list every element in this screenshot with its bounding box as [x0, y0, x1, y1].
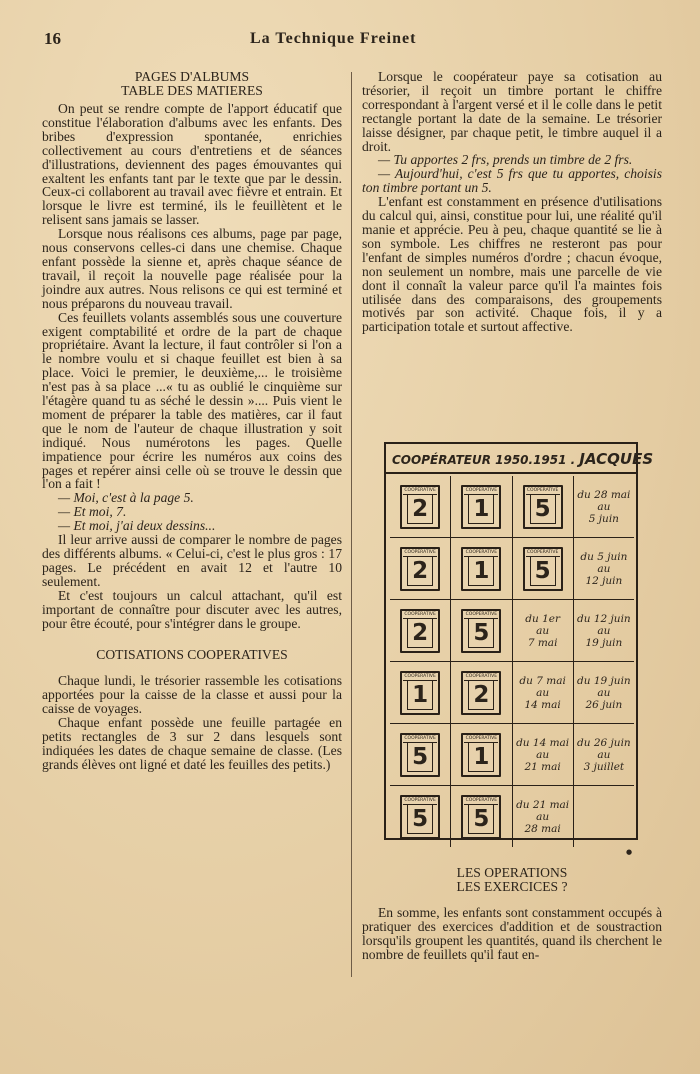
card-cell: [513, 600, 574, 661]
date-line: au: [597, 500, 611, 513]
date-line: 7 mai: [527, 636, 558, 649]
date-line: 12 juin: [585, 574, 623, 587]
title-line: LES OPERATIONS: [456, 865, 568, 880]
card-row: [390, 724, 634, 786]
stamp: [461, 671, 501, 715]
stamp: [400, 547, 440, 591]
stamp-value: 2: [407, 618, 433, 648]
card-cell: [513, 786, 574, 847]
date-line: du 21 mai: [516, 798, 570, 811]
title-line: LES EXERCICES ?: [456, 879, 568, 894]
week-date: [574, 737, 634, 773]
stamp: [461, 795, 501, 839]
paragraph: L'enfant est constamment en présence d'utilisations du calcul qui, ainsi, constitue pour lui, une réalité qu'il manie et apprécie. Peu à peu, chaque quantité se lie à son symbole. Les chiffres ne resteront pas pour l'enfant de simples numéros d'ordre ; chacun évoque, non seulement un nombre, mais une parcelle de vie dont il connaît la valeur parce qu'il l'a maintes fois utilisée dans des comparaisons, des groupements motivés par son activité. Chaque fois, il y a participation totale et surtout affective.: [362, 194, 662, 335]
stamp-value: 1: [468, 494, 494, 524]
card-cell: [451, 724, 512, 785]
card-cell: [390, 786, 451, 847]
card-row: [390, 600, 634, 662]
stamp-value: 5: [468, 804, 494, 834]
stamp-header: COOPERATIVE: [526, 549, 559, 555]
stamp-value: 5: [530, 494, 556, 524]
stamp: [400, 733, 440, 777]
stamp-value: 1: [468, 742, 494, 772]
week-date: [513, 675, 573, 711]
card-cell: [451, 600, 512, 661]
date-line: du 28 mai: [577, 488, 631, 501]
card-row: [390, 538, 634, 600]
stamp-value: 2: [468, 680, 494, 710]
stamp-value: 5: [468, 618, 494, 648]
stamp: [523, 547, 563, 591]
stamp-header: COOPERATIVE: [404, 673, 436, 679]
date-line: au: [536, 810, 550, 823]
week-date: [513, 799, 573, 835]
paragraph: Et c'est toujours un calcul attachant, qu'il est important de connaître pour discuter avec les autres, pour être écouté, pour s'intégrer dans le groupe.: [42, 587, 342, 631]
dialog-line: — Tu apportes 2 frs, prends un timbre de 2 frs.: [378, 152, 633, 168]
date-line: du 7 mai: [519, 674, 566, 687]
title-line: PAGES D'ALBUMS: [134, 69, 250, 84]
stamp-header: COOPERATIVE: [465, 735, 498, 741]
stamp-header: COOPERATIVE: [404, 487, 436, 493]
paragraph: Lorsque nous réalisons ces albums, page par page, nous conservons celles-ci dans une chemise. Chaque enfant possède la sienne et, après chaque séance de travail, il reçoit la nouvelle page réalisée pour la joindre aux autres. Nous relisons ce qui est terminé et nous préparons du nouveau travail.: [42, 226, 342, 311]
card-cell: [513, 662, 574, 723]
stamp: [461, 733, 501, 777]
dialog-line: — Et moi, j'ai deux dessins...: [58, 518, 216, 534]
stamp: [400, 671, 440, 715]
date-line: du 5 juin: [580, 550, 628, 563]
date-line: au: [536, 748, 550, 761]
stamp-value: 2: [407, 494, 433, 524]
stamp: [461, 485, 501, 529]
card-cell: [513, 538, 574, 599]
dialog-line: — Aujourd'hui, c'est 5 frs que tu apportes, choisis ton timbre portant un 5.: [362, 166, 662, 196]
section-title-albums: [42, 70, 342, 98]
stamp-value: 5: [407, 742, 433, 772]
card-cell: [451, 662, 512, 723]
date-line: 26 juin: [585, 698, 623, 711]
stamp-header: COOPERATIVE: [465, 549, 498, 555]
cooperative-card-figure: [384, 442, 654, 840]
right-column-bottom: [362, 866, 662, 962]
date-line: au: [536, 686, 550, 699]
date-line: au: [597, 686, 611, 699]
dot-mark: ●: [626, 848, 633, 856]
card-row: [390, 476, 634, 538]
date-line: au: [597, 748, 611, 761]
card-cell: [390, 724, 451, 785]
week-date: [574, 613, 634, 649]
date-line: du 19 juin: [577, 674, 631, 687]
card-cell: [574, 724, 634, 785]
date-line: du 26 juin: [577, 736, 631, 749]
stamp-header: COOPERATIVE: [465, 487, 498, 493]
stamp: [461, 609, 501, 653]
date-line: au: [597, 562, 611, 575]
date-line: 28 mai: [524, 822, 561, 835]
date-line: du 14 mai: [516, 736, 570, 749]
stamp-header: COOPERATIVE: [465, 611, 498, 617]
date-line: 3 juillet: [583, 760, 625, 773]
page-number: 16: [44, 29, 61, 48]
week-date: [513, 737, 573, 773]
paragraph: Il leur arrive aussi de comparer le nombre de pages des différents albums. « Celui-ci, c'est le plus gros : 17 pages. Le précédent en avait 12 et l'autre 10 seulement.: [42, 532, 342, 589]
section-title-operations: [362, 866, 662, 894]
paragraph: En somme, les enfants sont constamment occupés à pratiquer des exercices d'addition et de soustraction lorsqu'ils groupent les quantités, quand ils cherchent le nombre de feuillets qu'il faut en-: [362, 905, 662, 962]
card-grid: [390, 476, 634, 847]
card-title: [386, 444, 654, 474]
card-cell: [390, 600, 451, 661]
title-line: TABLE DES MATIERES: [121, 83, 263, 98]
section-title-cotisations: COTISATIONS COOPERATIVES: [96, 647, 288, 663]
card-cell: [390, 538, 451, 599]
week-date: [574, 489, 634, 525]
stamp-header: COOPERATIVE: [465, 797, 498, 803]
card-owner-name: JACQUES: [579, 450, 654, 468]
date-line: 5 juin: [588, 512, 619, 525]
stamp-header: COOPERATIVE: [465, 673, 498, 679]
stamp-value: 1: [407, 680, 433, 710]
dialog-line: — Moi, c'est à la page 5.: [58, 490, 194, 506]
stamp-header: COOPERATIVE: [404, 797, 436, 803]
stamp-value: 2: [407, 556, 433, 586]
stamp-value: 5: [530, 556, 556, 586]
card-cell: [513, 724, 574, 785]
card-cell: [390, 476, 451, 537]
date-line: au: [597, 624, 611, 637]
running-title: La Technique Freinet: [250, 30, 417, 47]
stamp: [400, 795, 440, 839]
card-cell: [451, 786, 512, 847]
paragraph: Ces feuillets volants assemblés sous une couverture exigent comptabilité et ordre de la part de chaque propriétaire. Avant la lecture, il faut contrôler si l'on a le nombre voulu et si chaque feuillet est bien à sa place. Voici le premier, le deuxième,... le troisième n'est pas à sa place ...« tu as oublié le cinquième sur l'étagère quand tu as séché le dessin ».... Puis vient le moment de préparer la table des matières, car il faut que le nom de l'auteur de chaque illustration y soit indiqué. Nous numérotons les pages. Quelle impatience pour écrire les numéros aux coins des pages et repérer ainsi celle où se trouve le dessin que l'on a fait !: [42, 309, 342, 492]
stamp: [461, 547, 501, 591]
card-cell: [574, 600, 634, 661]
date-line: du 12 juin: [577, 612, 631, 625]
date-line: 21 mai: [524, 760, 561, 773]
card-cell: [451, 476, 512, 537]
week-date: [574, 675, 634, 711]
date-line: 19 juin: [585, 636, 623, 649]
date-line: du 1er: [525, 612, 560, 625]
card-title-prefix: COOPÉRATEUR 1950.1951 .: [392, 453, 576, 467]
column-divider: [351, 72, 352, 977]
week-date: [574, 551, 634, 587]
paragraph: Chaque lundi, le trésorier rassemble les cotisations apportées pour la caisse de la classe et aussi pour la caisse de voyages.: [42, 673, 342, 717]
paragraph: Lorsque le coopérateur paye sa cotisation au trésorier, il reçoit un timbre portant le chiffre correspondant à l'argent versé et il le colle dans le petit rectangle portant la date de la semaine. Le trésorier laisse désigner, par chaque petit, le timbre auquel il a droit.: [362, 69, 662, 154]
stamp-header: COOPERATIVE: [526, 487, 559, 493]
stamp: [400, 485, 440, 529]
card-cell: [451, 538, 512, 599]
date-line: au: [536, 624, 550, 637]
stamp-value: 5: [407, 804, 433, 834]
card-cell: [574, 662, 634, 723]
stamp: [523, 485, 563, 529]
stamp-header: COOPERATIVE: [404, 611, 436, 617]
card-row: [390, 662, 634, 724]
stamp: [400, 609, 440, 653]
stamp-header: COOPERATIVE: [404, 549, 436, 555]
paragraph: Chaque enfant possède une feuille partagée en petits rectangles de 3 sur 2 dans lesquels sont indiquées les dates de chaque semaine de classe. (Les grands élèves ont ligné et daté les feuilles des petits.): [42, 715, 342, 772]
dialog-line: — Et moi, 7.: [58, 504, 127, 520]
week-date: [513, 613, 573, 649]
left-column: [42, 70, 342, 772]
card-cell: [390, 662, 451, 723]
date-line: 14 mai: [524, 698, 561, 711]
stamp-value: 1: [468, 556, 494, 586]
paragraph: On peut se rendre compte de l'apport éducatif que constitue l'élaboration d'albums avec les enfants. Des bribes d'expression spontanée, enrichies collectivement au cours d'entretiens et de séances d'illustrations, deviennent des pages émouvantes qui exaltent les enfants tant par le texte que par le dessin. Ceux-ci collaborent au travail avec fièvre et entrain. Et lorsque le livre est terminé, ils le feuillètent et le relisent sans jamais se lasser.: [42, 101, 342, 228]
right-column-top: [362, 70, 662, 334]
card-cell: [574, 786, 634, 847]
card-row: [390, 786, 634, 847]
card-cell: [574, 476, 634, 537]
card-cell: [574, 538, 634, 599]
card-cell: [513, 476, 574, 537]
stamp-header: COOPERATIVE: [404, 735, 436, 741]
